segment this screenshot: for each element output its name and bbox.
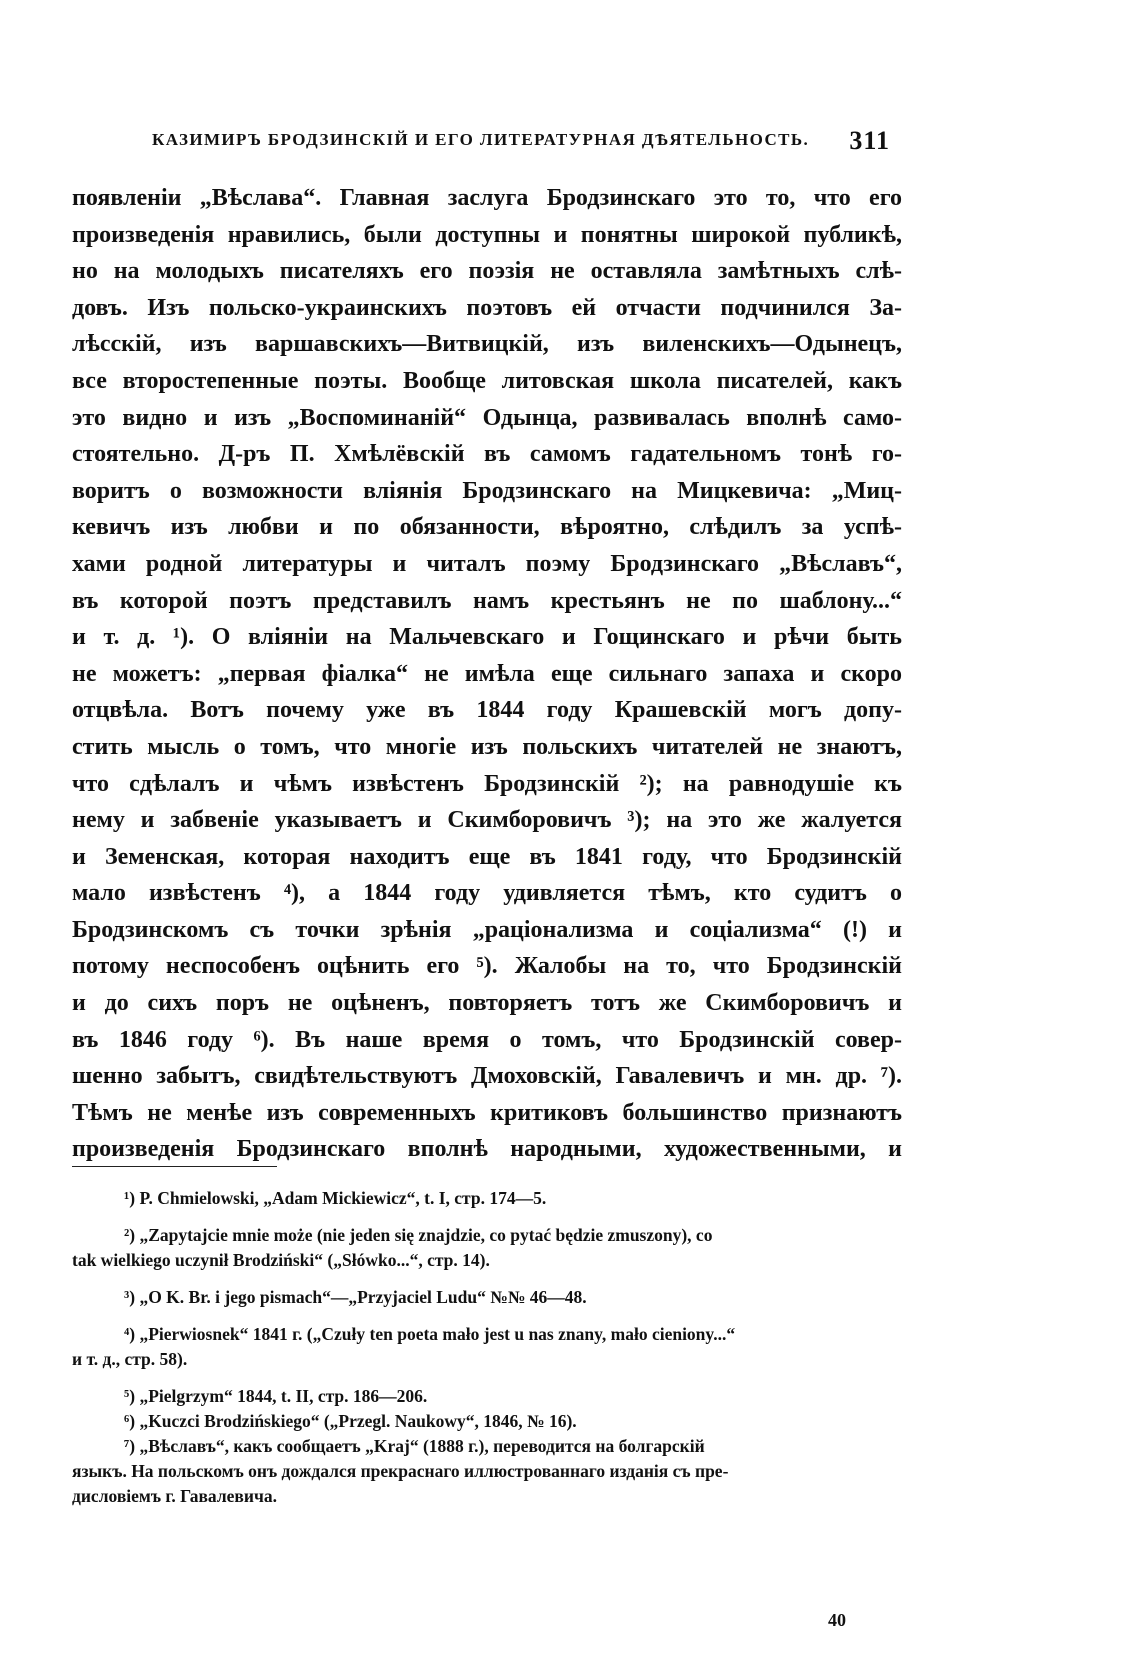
body-line: мало извѣстенъ ⁴), а 1844 году удивляется тѣмъ, кто судитъ о <box>72 880 902 907</box>
signature-mark: 40 <box>828 1610 846 1630</box>
body-line: и т. д. ¹). О вліяніи на Мальчевскаго и Гощинскаго и рѣчи быть <box>72 624 902 651</box>
body-line: это видно и изъ „Воспоминаній“ Одынца, развивалась вполнѣ само- <box>72 404 902 431</box>
body-line: шенно забытъ, свидѣтельствуютъ Дмоховскій, Гавалевичъ и мн. др. ⁷). <box>72 1063 902 1090</box>
body-line: въ 1846 году ⁶). Въ наше время о томъ, что Бродзинскій совер- <box>72 1026 902 1053</box>
body-line: довъ. Изъ польско-украинскихъ поэтовъ ей отчасти подчинился За- <box>72 294 902 321</box>
body-line: въ которой поэтъ представилъ намъ крестьянъ не по шаблону...“ <box>72 587 902 614</box>
footnote-line: дисловіемъ г. Гавалевича. <box>72 1486 277 1506</box>
footnote-gap <box>72 1310 902 1322</box>
body-line: кевичъ изъ любви и по обязанности, вѣроятно, слѣдилъ за успѣ- <box>72 514 902 541</box>
running-header <box>140 126 890 162</box>
body-line: стить мысль о томъ, что многіе изъ польскихъ читателей не знаютъ, <box>72 733 902 760</box>
body-line: но на молодыхъ писателяхъ его поэзія не оставляла замѣтныхъ слѣ- <box>72 258 902 285</box>
footnote-line: ⁵) „Pielgrzym“ 1844, t. II, стр. 186—206. <box>124 1386 428 1406</box>
footnote-line: языкъ. На польскомъ онъ дождался прекраснаго иллюстрованнаго изданія съ пре- <box>72 1461 729 1481</box>
body-line: отцвѣла. Вотъ почему уже въ 1844 году Крашевскій могъ допу- <box>72 697 902 724</box>
body-line: потому неспособенъ оцѣнить его ⁵). Жалобы на то, что Бродзинскій <box>72 953 902 980</box>
body-line: произведенія нравились, были доступны и понятны широкой публикѣ, <box>72 221 902 248</box>
body-line: произведенія Бродзинскаго вполнѣ народными, художественными, и <box>72 1136 902 1163</box>
body-line: воритъ о возможности вліянія Бродзинскаго на Мицкевича: „Миц- <box>72 477 902 504</box>
footnote-line: ²) „Zapytajcie mnie może (nie jeden się znajdzie, co pytać będzie zmuszony), co <box>124 1225 713 1245</box>
running-title: КАЗИМИРЪ БРОДЗИНСКІЙ И ЕГО ЛИТЕРАТУРНАЯ ДѢЯТЕЛЬНОСТЬ. <box>152 130 810 149</box>
footnote-line: ⁴) „Pierwiosnek“ 1841 г. („Czuły ten poeta mało jest u nas znany, mało cieniony...“ <box>124 1324 736 1344</box>
footnote-line: и т. д., стр. 58). <box>72 1349 188 1369</box>
body-line: и Земенская, которая находитъ еще въ 1841 году, что Бродзинскій <box>72 843 902 870</box>
body-line: и до сихъ поръ не оцѣненъ, повторяетъ тотъ же Скимборовичъ и <box>72 990 902 1017</box>
footnote-line: ⁶) „Kuczci Brodzińskiego“ („Przegl. Naukowy“, 1846, № 16). <box>124 1411 577 1431</box>
page-number: 311 <box>849 126 890 155</box>
body-line: нему и забвеніе указываетъ и Скимборовичъ ³); на это же жалуется <box>72 807 902 834</box>
body-line: Тѣмъ не менѣе изъ современныхъ критиковъ большинство признаютъ <box>72 1099 902 1126</box>
body-line: Бродзинскомъ съ точки зрѣнія „раціонализма и соціализма“ (!) и <box>72 916 902 943</box>
footnote-gap <box>72 1211 902 1223</box>
footnote-line: tak wielkiego uczynił Brodziński“ („Słówko...“, стр. 14). <box>72 1250 490 1270</box>
body-line: появленіи „Вѣслава“. Главная заслуга Бродзинскаго это то, что его <box>72 185 902 211</box>
body-line: лѣсскій, изъ варшавскихъ—Витвицкій, изъ виленскихъ—Одынецъ, <box>72 331 902 358</box>
body-line: не можетъ: „первая фіалка“ не имѣла еще сильнаго запаха и скоро <box>72 660 902 687</box>
footnote-line: ³) „O K. Br. i jego pismach“—„Przyjaciel Ludu“ №№ 46—48. <box>124 1287 587 1307</box>
body-line: хами родной литературы и читалъ поэму Бродзинскаго „Вѣславъ“, <box>72 550 902 577</box>
footnote-divider <box>72 1166 277 1167</box>
body-text <box>72 180 902 1168</box>
footnote-line: ⁷) „Вѣславъ“, какъ сообщаетъ „Kraj“ (1888 г.), переводится на болгарскій <box>124 1436 705 1456</box>
footnotes <box>72 1186 902 1509</box>
body-line: стоятельно. Д-ръ П. Хмѣлёвскій въ самомъ гадательномъ тонѣ го- <box>72 441 902 468</box>
body-line: все второстепенные поэты. Вообще литовская школа писателей, какъ <box>72 367 902 394</box>
footnote-line: ¹) P. Chmielowski, „Adam Mickiewicz“, t. I, стр. 174—5. <box>124 1188 547 1208</box>
body-line: что сдѣлалъ и чѣмъ извѣстенъ Бродзинскій ²); на равнодушіе къ <box>72 770 902 797</box>
footnote-gap <box>72 1372 902 1384</box>
footnote-gap <box>72 1273 902 1285</box>
